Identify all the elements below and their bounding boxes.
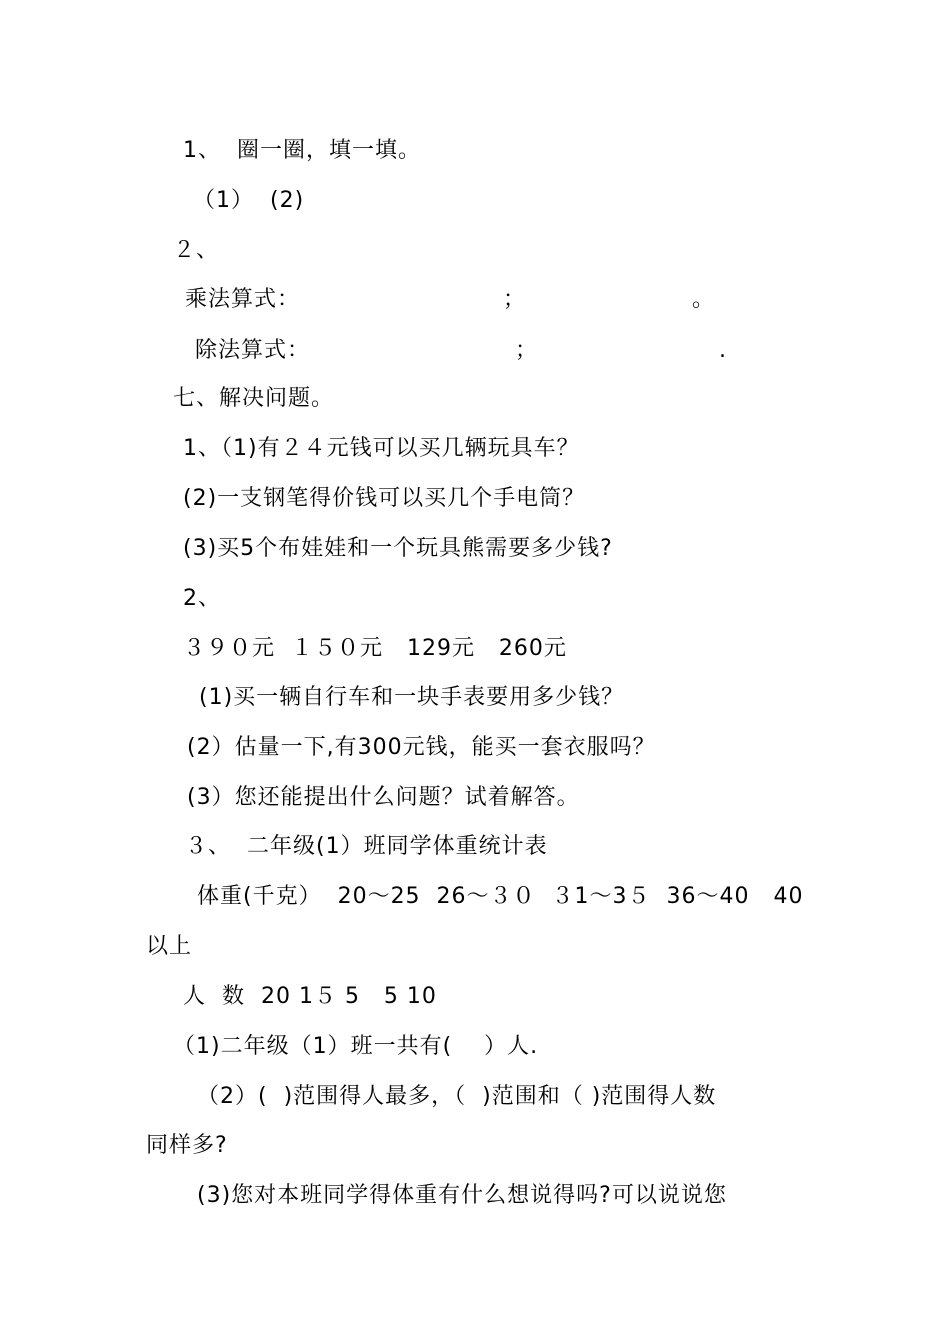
multiplication-separator: ； xyxy=(503,287,527,312)
problem-2-prices: ３９０元 １５０元 129元 260元 xyxy=(183,636,567,661)
problem-2-heading: 2、 xyxy=(183,586,221,611)
problem-3-part-2-wrap: 同样多? xyxy=(146,1133,228,1158)
problem-1-part-2: (2)一支钢笔得价钱可以买几个手电筒？ xyxy=(183,486,586,511)
weight-table-count-row: 人 数 20 1５ 5 5 10 xyxy=(183,984,437,1009)
section-7-heading: 七、解决问题。 xyxy=(173,386,335,411)
division-label: 除法算式： xyxy=(195,338,311,363)
multiplication-end: 。 xyxy=(692,287,716,312)
division-separator: ； xyxy=(515,338,539,363)
multiplication-label: 乘法算式： xyxy=(185,287,301,312)
problem-3-part-1: （1)二年级（1）班一共有( ）人. xyxy=(173,1034,539,1059)
problem-3-part-2: （2）( )范围得人最多，（ )范围和（ )范围得人数 xyxy=(197,1084,717,1109)
weight-table-header-wrap: 以上 xyxy=(146,934,193,959)
problem-2-part-2: (2）估量一下,有300元钱，能买一套衣服吗？ xyxy=(187,735,656,760)
weight-table-header-row: 体重(千克） 20～25 26～３０ ３1～3５ 36～40 40 xyxy=(197,884,804,909)
q1-heading: 1、 圈一圈，填一填。 xyxy=(183,138,421,163)
q1-subitems: （1） (2) xyxy=(193,188,305,213)
problem-1-part-3: (3)买5个布娃娃和一个玩具熊需要多少钱? xyxy=(183,536,613,561)
problem-2-part-3: (3）您还能提出什么问题？试着解答。 xyxy=(187,785,580,810)
problem-2-part-1: (1)买一辆自行车和一块手表要用多少钱？ xyxy=(199,685,625,710)
problem-3-part-3: (3)您对本班同学得体重有什么想说得吗?可以说说您 xyxy=(197,1183,727,1208)
division-end: . xyxy=(719,338,727,363)
q2-heading: ２、 xyxy=(173,238,220,263)
problem-1-part-1: 1、（1)有２４元钱可以买几辆玩具车？ xyxy=(183,436,580,461)
problem-3-heading: ３、 二年级(1）班同学体重统计表 xyxy=(185,834,548,859)
